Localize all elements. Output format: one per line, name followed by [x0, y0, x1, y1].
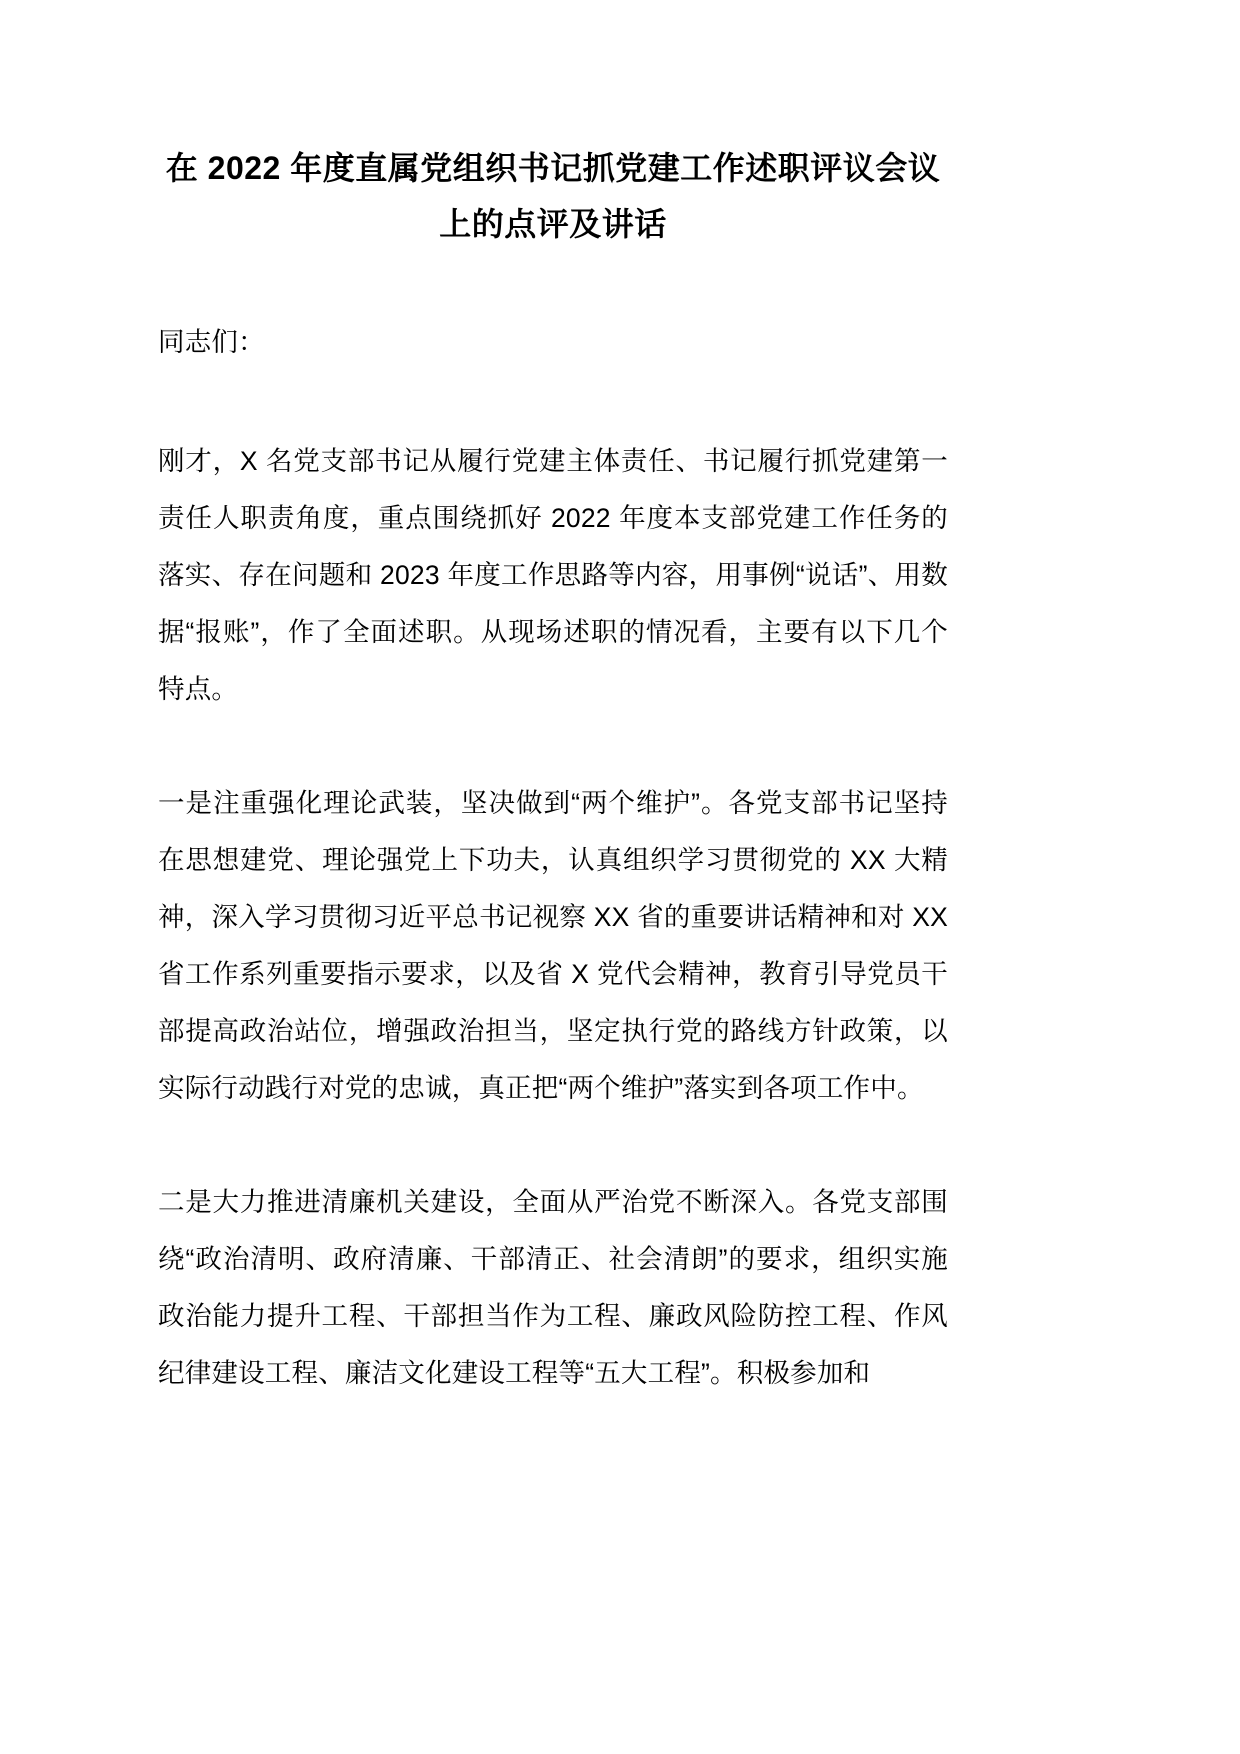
- body-paragraph-3: 二是大力推进清廉机关建设，全面从严治党不断深入。各党支部围绕“政治清明、政府清廉、干部清正、社会清朗”的要求，组织实施政治能力提升工程、干部担当作为工程、廉政风险防控工程、作风纪律建设工程、廉洁文化建设工程等“五大工程”。积极参加和: [158, 1187, 948, 1388]
- page-title: 在 2022 年度直属党组织书记抓党建工作述职评议会议上的点评及讲话: [165, 150, 941, 242]
- document-content: [158, 0, 948, 1402]
- salutation: 同志们：: [158, 327, 265, 357]
- body-paragraph-2: 一是注重强化理论武装，坚决做到“两个维护”。各党支部书记坚持在思想建党、理论强党上下功夫，认真组织学习贯彻党的 XX 大精神，深入学习贯彻习近平总书记视察 XX 省的重要讲话精神和对 XX 省工作系列重要指示要求，以及省 X 党代会精神，教育引导党员干部提高政治站位，增强政治担当，坚定执行党的路线方针政策，以实际行动践行对党的忠诚，真正把“两个维护”落实到各项工作中。: [158, 788, 948, 1103]
- body-paragraph-1: 刚才，X 名党支部书记从履行党建主体责任、书记履行抓党建第一责任人职责角度，重点围绕抓好 2022 年度本支部党建工作任务的落实、存在问题和 2023 年度工作思路等内容，用事例“说话”、用数据“报账”，作了全面述职。从现场述职的情况看，主要有以下几个特点。: [158, 446, 948, 704]
